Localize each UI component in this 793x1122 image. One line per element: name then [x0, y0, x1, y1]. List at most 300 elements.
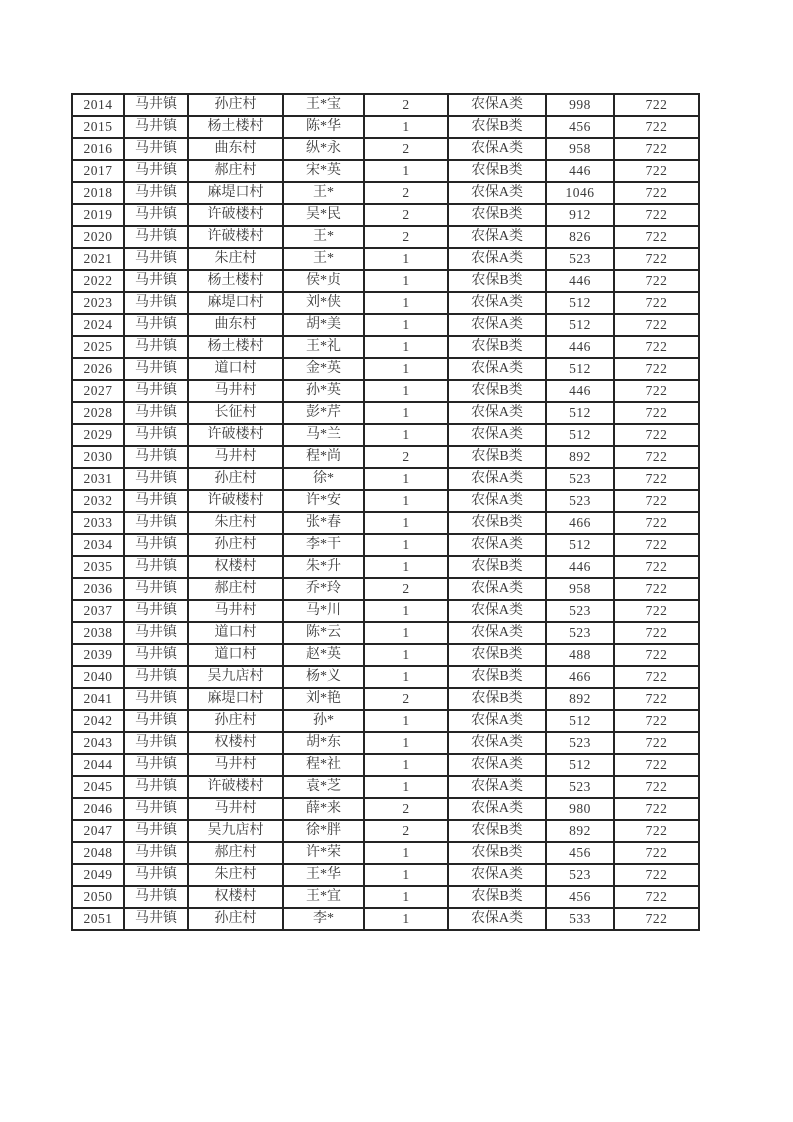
- cell-person-name: 孙*英: [283, 380, 364, 402]
- cell-base-value: 722: [614, 842, 699, 864]
- cell-person-count: 1: [364, 776, 448, 798]
- cell-insurance-category: 农保A类: [448, 226, 546, 248]
- cell-base-value: 722: [614, 160, 699, 182]
- cell-base-value: 722: [614, 556, 699, 578]
- table-row: [72, 512, 699, 534]
- cell-base-value: 722: [614, 226, 699, 248]
- cell-village: 马井村: [188, 446, 283, 468]
- cell-person-name: 陈*云: [283, 622, 364, 644]
- cell-base-value: 722: [614, 248, 699, 270]
- cell-serial-number: 2015: [72, 116, 124, 138]
- cell-serial-number: 2017: [72, 160, 124, 182]
- cell-person-name: 许*荣: [283, 842, 364, 864]
- cell-person-count: 1: [364, 248, 448, 270]
- cell-village: 孙庄村: [188, 908, 283, 930]
- cell-village: 麻堤口村: [188, 182, 283, 204]
- cell-serial-number: 2030: [72, 446, 124, 468]
- cell-village: 道口村: [188, 358, 283, 380]
- cell-person-count: 1: [364, 424, 448, 446]
- cell-insurance-category: 农保A类: [448, 292, 546, 314]
- cell-person-count: 1: [364, 402, 448, 424]
- cell-serial-number: 2051: [72, 908, 124, 930]
- cell-base-value: 722: [614, 468, 699, 490]
- table-row: [72, 798, 699, 820]
- table-row: [72, 94, 699, 116]
- cell-person-name: 吴*民: [283, 204, 364, 226]
- cell-village: 权楼村: [188, 732, 283, 754]
- table-row: [72, 358, 699, 380]
- cell-village: 郝庄村: [188, 842, 283, 864]
- cell-person-name: 许*安: [283, 490, 364, 512]
- cell-serial-number: 2050: [72, 886, 124, 908]
- cell-village: 许破楼村: [188, 776, 283, 798]
- cell-insurance-category: 农保B类: [448, 820, 546, 842]
- cell-person-name: 杨*义: [283, 666, 364, 688]
- cell-serial-number: 2044: [72, 754, 124, 776]
- cell-insurance-category: 农保B类: [448, 666, 546, 688]
- table-row: [72, 732, 699, 754]
- table-row: [72, 380, 699, 402]
- cell-village: 曲东村: [188, 314, 283, 336]
- cell-amount: 446: [546, 336, 614, 358]
- cell-village: 长征村: [188, 402, 283, 424]
- table-row: [72, 600, 699, 622]
- cell-town: 马井镇: [124, 402, 188, 424]
- cell-insurance-category: 农保B类: [448, 116, 546, 138]
- cell-insurance-category: 农保A类: [448, 468, 546, 490]
- cell-person-name: 刘*侠: [283, 292, 364, 314]
- cell-person-count: 2: [364, 94, 448, 116]
- cell-town: 马井镇: [124, 908, 188, 930]
- cell-town: 马井镇: [124, 864, 188, 886]
- cell-base-value: 722: [614, 864, 699, 886]
- cell-village: 杨土楼村: [188, 270, 283, 292]
- cell-amount: 446: [546, 380, 614, 402]
- cell-amount: 512: [546, 292, 614, 314]
- cell-town: 马井镇: [124, 886, 188, 908]
- cell-base-value: 722: [614, 688, 699, 710]
- cell-person-name: 宋*英: [283, 160, 364, 182]
- cell-village: 马井村: [188, 798, 283, 820]
- cell-serial-number: 2018: [72, 182, 124, 204]
- cell-person-count: 1: [364, 754, 448, 776]
- cell-town: 马井镇: [124, 182, 188, 204]
- cell-insurance-category: 农保B类: [448, 336, 546, 358]
- table-row: [72, 710, 699, 732]
- cell-person-name: 刘*艳: [283, 688, 364, 710]
- cell-amount: 826: [546, 226, 614, 248]
- cell-village: 马井村: [188, 754, 283, 776]
- table-row: [72, 270, 699, 292]
- table-row: [72, 908, 699, 930]
- cell-town: 马井镇: [124, 270, 188, 292]
- cell-town: 马井镇: [124, 358, 188, 380]
- cell-town: 马井镇: [124, 380, 188, 402]
- cell-insurance-category: 农保A类: [448, 534, 546, 556]
- cell-person-name: 胡*美: [283, 314, 364, 336]
- cell-town: 马井镇: [124, 556, 188, 578]
- cell-person-name: 马*兰: [283, 424, 364, 446]
- cell-serial-number: 2036: [72, 578, 124, 600]
- cell-base-value: 722: [614, 644, 699, 666]
- cell-insurance-category: 农保A类: [448, 94, 546, 116]
- cell-town: 马井镇: [124, 226, 188, 248]
- cell-amount: 980: [546, 798, 614, 820]
- cell-insurance-category: 农保A类: [448, 776, 546, 798]
- cell-person-name: 胡*东: [283, 732, 364, 754]
- cell-village: 孙庄村: [188, 534, 283, 556]
- cell-insurance-category: 农保A类: [448, 732, 546, 754]
- cell-village: 朱庄村: [188, 512, 283, 534]
- cell-insurance-category: 农保A类: [448, 424, 546, 446]
- table-row: [72, 864, 699, 886]
- cell-person-name: 陈*华: [283, 116, 364, 138]
- cell-base-value: 722: [614, 402, 699, 424]
- cell-base-value: 722: [614, 512, 699, 534]
- cell-person-count: 2: [364, 446, 448, 468]
- cell-person-count: 2: [364, 820, 448, 842]
- table-row: [72, 160, 699, 182]
- cell-person-name: 侯*贞: [283, 270, 364, 292]
- cell-insurance-category: 农保B类: [448, 886, 546, 908]
- cell-town: 马井镇: [124, 468, 188, 490]
- cell-amount: 533: [546, 908, 614, 930]
- cell-serial-number: 2034: [72, 534, 124, 556]
- cell-serial-number: 2023: [72, 292, 124, 314]
- cell-town: 马井镇: [124, 600, 188, 622]
- cell-person-count: 1: [364, 622, 448, 644]
- cell-insurance-category: 农保A类: [448, 402, 546, 424]
- cell-person-name: 乔*玲: [283, 578, 364, 600]
- cell-amount: 512: [546, 754, 614, 776]
- table-row: [72, 666, 699, 688]
- cell-insurance-category: 农保B类: [448, 270, 546, 292]
- table-row: [72, 336, 699, 358]
- cell-town: 马井镇: [124, 644, 188, 666]
- cell-insurance-category: 农保B类: [448, 160, 546, 182]
- cell-village: 许破楼村: [188, 490, 283, 512]
- cell-person-name: 彭*芹: [283, 402, 364, 424]
- cell-person-name: 张*春: [283, 512, 364, 534]
- cell-village: 道口村: [188, 644, 283, 666]
- cell-village: 吴九店村: [188, 820, 283, 842]
- cell-amount: 523: [546, 490, 614, 512]
- cell-serial-number: 2024: [72, 314, 124, 336]
- table-row: [72, 116, 699, 138]
- cell-person-name: 赵*英: [283, 644, 364, 666]
- table-row: [72, 578, 699, 600]
- cell-village: 朱庄村: [188, 864, 283, 886]
- cell-amount: 912: [546, 204, 614, 226]
- cell-base-value: 722: [614, 886, 699, 908]
- cell-insurance-category: 农保A类: [448, 248, 546, 270]
- cell-person-name: 孙*: [283, 710, 364, 732]
- cell-amount: 892: [546, 688, 614, 710]
- cell-serial-number: 2032: [72, 490, 124, 512]
- cell-base-value: 722: [614, 666, 699, 688]
- table-row: [72, 226, 699, 248]
- table-row: [72, 204, 699, 226]
- cell-person-name: 王*礼: [283, 336, 364, 358]
- cell-person-name: 王*: [283, 248, 364, 270]
- cell-insurance-category: 农保B类: [448, 446, 546, 468]
- cell-village: 朱庄村: [188, 248, 283, 270]
- cell-village: 杨土楼村: [188, 336, 283, 358]
- cell-village: 许破楼村: [188, 204, 283, 226]
- cell-base-value: 722: [614, 446, 699, 468]
- cell-village: 吴九店村: [188, 666, 283, 688]
- cell-village: 许破楼村: [188, 424, 283, 446]
- cell-serial-number: 2046: [72, 798, 124, 820]
- cell-person-count: 1: [364, 644, 448, 666]
- cell-town: 马井镇: [124, 116, 188, 138]
- table-row: [72, 468, 699, 490]
- cell-person-count: 1: [364, 534, 448, 556]
- cell-person-name: 徐*胖: [283, 820, 364, 842]
- cell-person-count: 2: [364, 182, 448, 204]
- cell-serial-number: 2016: [72, 138, 124, 160]
- cell-person-count: 2: [364, 138, 448, 160]
- cell-person-name: 马*川: [283, 600, 364, 622]
- cell-town: 马井镇: [124, 314, 188, 336]
- cell-serial-number: 2014: [72, 94, 124, 116]
- cell-serial-number: 2037: [72, 600, 124, 622]
- cell-amount: 1046: [546, 182, 614, 204]
- cell-base-value: 722: [614, 534, 699, 556]
- cell-person-count: 1: [364, 556, 448, 578]
- cell-person-count: 1: [364, 160, 448, 182]
- cell-base-value: 722: [614, 732, 699, 754]
- cell-insurance-category: 农保A类: [448, 798, 546, 820]
- cell-insurance-category: 农保A类: [448, 622, 546, 644]
- cell-amount: 446: [546, 556, 614, 578]
- cell-serial-number: 2027: [72, 380, 124, 402]
- cell-serial-number: 2033: [72, 512, 124, 534]
- table-row: [72, 688, 699, 710]
- cell-base-value: 722: [614, 292, 699, 314]
- cell-amount: 512: [546, 358, 614, 380]
- cell-serial-number: 2047: [72, 820, 124, 842]
- cell-amount: 512: [546, 710, 614, 732]
- cell-base-value: 722: [614, 754, 699, 776]
- cell-amount: 523: [546, 864, 614, 886]
- cell-town: 马井镇: [124, 446, 188, 468]
- cell-insurance-category: 农保B类: [448, 842, 546, 864]
- cell-person-name: 薛*来: [283, 798, 364, 820]
- cell-town: 马井镇: [124, 842, 188, 864]
- cell-village: 马井村: [188, 380, 283, 402]
- cell-insurance-category: 农保A类: [448, 358, 546, 380]
- cell-amount: 446: [546, 270, 614, 292]
- cell-insurance-category: 农保A类: [448, 314, 546, 336]
- cell-town: 马井镇: [124, 248, 188, 270]
- cell-amount: 523: [546, 248, 614, 270]
- cell-serial-number: 2021: [72, 248, 124, 270]
- table-row: [72, 138, 699, 160]
- cell-base-value: 722: [614, 908, 699, 930]
- cell-serial-number: 2029: [72, 424, 124, 446]
- cell-village: 郝庄村: [188, 578, 283, 600]
- cell-person-count: 1: [364, 116, 448, 138]
- table-row: [72, 622, 699, 644]
- table-row: [72, 556, 699, 578]
- cell-serial-number: 2040: [72, 666, 124, 688]
- cell-base-value: 722: [614, 820, 699, 842]
- cell-insurance-category: 农保A类: [448, 490, 546, 512]
- cell-person-name: 王*: [283, 182, 364, 204]
- cell-insurance-category: 农保A类: [448, 182, 546, 204]
- cell-serial-number: 2042: [72, 710, 124, 732]
- cell-town: 马井镇: [124, 204, 188, 226]
- cell-base-value: 722: [614, 358, 699, 380]
- cell-village: 权楼村: [188, 886, 283, 908]
- cell-serial-number: 2028: [72, 402, 124, 424]
- cell-person-name: 李*: [283, 908, 364, 930]
- cell-person-name: 程*社: [283, 754, 364, 776]
- cell-town: 马井镇: [124, 578, 188, 600]
- cell-base-value: 722: [614, 182, 699, 204]
- cell-town: 马井镇: [124, 424, 188, 446]
- cell-amount: 488: [546, 644, 614, 666]
- cell-amount: 456: [546, 886, 614, 908]
- cell-serial-number: 2035: [72, 556, 124, 578]
- cell-serial-number: 2025: [72, 336, 124, 358]
- cell-serial-number: 2031: [72, 468, 124, 490]
- table-row: [72, 248, 699, 270]
- table-row: [72, 644, 699, 666]
- cell-serial-number: 2045: [72, 776, 124, 798]
- cell-town: 马井镇: [124, 798, 188, 820]
- cell-person-count: 1: [364, 292, 448, 314]
- cell-person-count: 1: [364, 710, 448, 732]
- cell-town: 马井镇: [124, 732, 188, 754]
- cell-serial-number: 2038: [72, 622, 124, 644]
- cell-amount: 512: [546, 314, 614, 336]
- cell-base-value: 722: [614, 776, 699, 798]
- cell-town: 马井镇: [124, 534, 188, 556]
- cell-serial-number: 2026: [72, 358, 124, 380]
- cell-amount: 958: [546, 138, 614, 160]
- cell-serial-number: 2022: [72, 270, 124, 292]
- cell-town: 马井镇: [124, 710, 188, 732]
- cell-amount: 466: [546, 512, 614, 534]
- table-row: [72, 182, 699, 204]
- cell-insurance-category: 农保A类: [448, 600, 546, 622]
- cell-amount: 523: [546, 732, 614, 754]
- cell-base-value: 722: [614, 490, 699, 512]
- cell-person-name: 程*尚: [283, 446, 364, 468]
- table-row: [72, 842, 699, 864]
- cell-base-value: 722: [614, 204, 699, 226]
- cell-person-name: 王*宜: [283, 886, 364, 908]
- cell-person-count: 2: [364, 578, 448, 600]
- cell-person-name: 王*华: [283, 864, 364, 886]
- cell-town: 马井镇: [124, 776, 188, 798]
- cell-person-name: 李*干: [283, 534, 364, 556]
- cell-base-value: 722: [614, 116, 699, 138]
- cell-village: 麻堤口村: [188, 292, 283, 314]
- table-body: [72, 94, 699, 930]
- cell-base-value: 722: [614, 138, 699, 160]
- cell-person-count: 1: [364, 842, 448, 864]
- cell-village: 杨土楼村: [188, 116, 283, 138]
- cell-person-count: 1: [364, 270, 448, 292]
- cell-town: 马井镇: [124, 622, 188, 644]
- cell-amount: 523: [546, 622, 614, 644]
- cell-town: 马井镇: [124, 666, 188, 688]
- cell-village: 马井村: [188, 600, 283, 622]
- cell-serial-number: 2048: [72, 842, 124, 864]
- cell-person-count: 1: [364, 600, 448, 622]
- cell-town: 马井镇: [124, 160, 188, 182]
- cell-insurance-category: 农保B类: [448, 512, 546, 534]
- cell-village: 麻堤口村: [188, 688, 283, 710]
- cell-base-value: 722: [614, 380, 699, 402]
- cell-amount: 512: [546, 402, 614, 424]
- cell-town: 马井镇: [124, 336, 188, 358]
- cell-person-count: 2: [364, 688, 448, 710]
- cell-insurance-category: 农保A类: [448, 864, 546, 886]
- cell-person-count: 1: [364, 512, 448, 534]
- table-row: [72, 820, 699, 842]
- cell-insurance-category: 农保B类: [448, 688, 546, 710]
- cell-village: 孙庄村: [188, 468, 283, 490]
- cell-amount: 456: [546, 842, 614, 864]
- table-row: [72, 490, 699, 512]
- cell-person-name: 朱*升: [283, 556, 364, 578]
- cell-serial-number: 2049: [72, 864, 124, 886]
- cell-town: 马井镇: [124, 820, 188, 842]
- cell-serial-number: 2020: [72, 226, 124, 248]
- cell-amount: 466: [546, 666, 614, 688]
- cell-village: 权楼村: [188, 556, 283, 578]
- cell-person-name: 徐*: [283, 468, 364, 490]
- cell-person-name: 王*宝: [283, 94, 364, 116]
- cell-amount: 523: [546, 776, 614, 798]
- cell-amount: 892: [546, 446, 614, 468]
- cell-base-value: 722: [614, 578, 699, 600]
- cell-base-value: 722: [614, 600, 699, 622]
- cell-person-name: 袁*芝: [283, 776, 364, 798]
- cell-amount: 523: [546, 600, 614, 622]
- cell-person-count: 1: [364, 864, 448, 886]
- benefit-records-table: [71, 93, 700, 931]
- table-row: [72, 314, 699, 336]
- cell-town: 马井镇: [124, 512, 188, 534]
- cell-insurance-category: 农保A类: [448, 908, 546, 930]
- table-row: [72, 534, 699, 556]
- cell-base-value: 722: [614, 94, 699, 116]
- cell-person-count: 1: [364, 336, 448, 358]
- cell-amount: 512: [546, 424, 614, 446]
- cell-person-count: 1: [364, 886, 448, 908]
- cell-person-count: 1: [364, 666, 448, 688]
- cell-person-count: 1: [364, 490, 448, 512]
- cell-base-value: 722: [614, 798, 699, 820]
- cell-insurance-category: 农保A类: [448, 138, 546, 160]
- cell-serial-number: 2043: [72, 732, 124, 754]
- cell-town: 马井镇: [124, 292, 188, 314]
- cell-amount: 456: [546, 116, 614, 138]
- table-row: [72, 776, 699, 798]
- cell-village: 道口村: [188, 622, 283, 644]
- cell-village: 孙庄村: [188, 710, 283, 732]
- cell-person-count: 1: [364, 468, 448, 490]
- cell-person-name: 纵*永: [283, 138, 364, 160]
- cell-base-value: 722: [614, 424, 699, 446]
- table-row: [72, 886, 699, 908]
- cell-town: 马井镇: [124, 754, 188, 776]
